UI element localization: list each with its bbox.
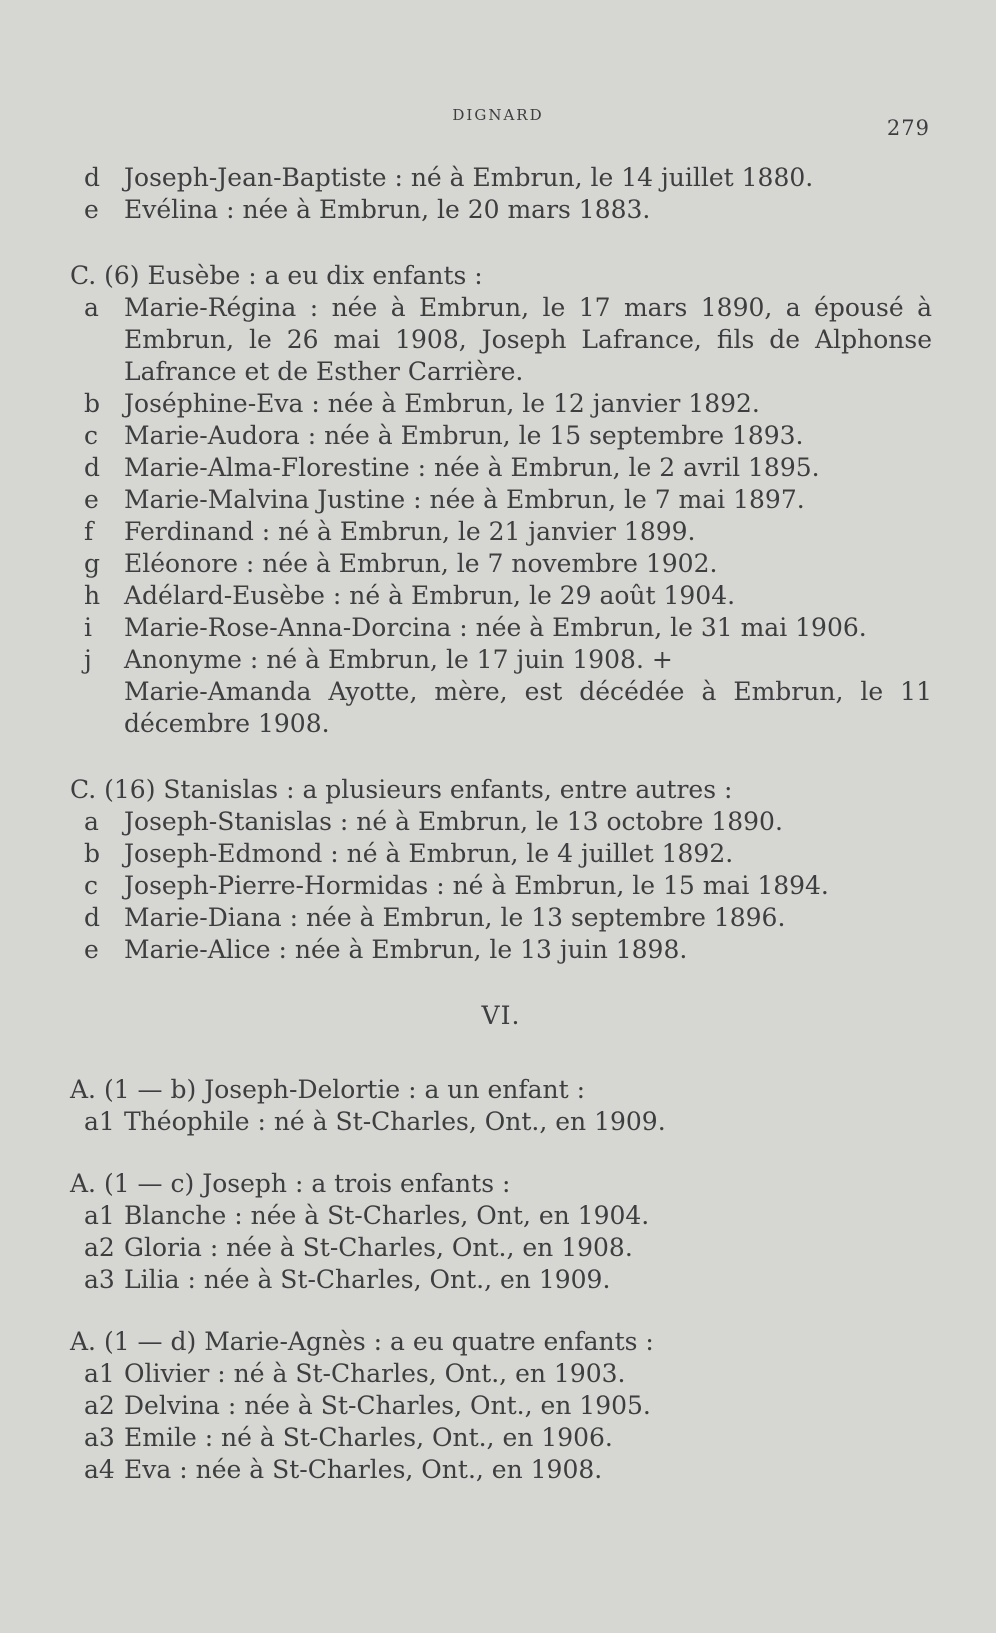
running-head: DIGNARD (452, 106, 544, 124)
section-heading: A. (1 — b) Joseph-Delortie : a un enfant : (70, 1075, 586, 1104)
entry-letter: b (84, 839, 101, 868)
entry-letter: a4 (84, 1455, 115, 1484)
list-item (70, 1200, 932, 1232)
death-note: Marie-Amanda Ayotte, mère, est décédée à Embrun, le 11 décembre 1908. (124, 677, 932, 738)
section-delortie (70, 1074, 932, 1138)
section-agnes (70, 1326, 932, 1486)
list-item (70, 806, 932, 838)
entry-text: Marie-Régina : née à Embrun, le 17 mars 1890, a épousé à Embrun, le 26 mai 1908, Joseph Lafrance, fils de Alphonse Lafrance et de Esther Carrière. (124, 293, 932, 386)
section-stanislas (70, 774, 932, 966)
entry-text: Marie-Malvina Justine : née à Embrun, le 7 mai 1897. (124, 485, 805, 514)
entry-letter: e (84, 485, 99, 514)
entry-text: Joseph-Jean-Baptiste : né à Embrun, le 14 juillet 1880. (124, 163, 814, 192)
entry-text: Adélard-Eusèbe : né à Embrun, le 29 août 1904. (124, 581, 736, 610)
entry-letter: a2 (84, 1233, 115, 1262)
entry-text: Joseph-Stanislas : né à Embrun, le 13 octobre 1890. (124, 807, 783, 836)
entry-text: Anonyme : né à Embrun, le 17 juin 1908. + (124, 645, 673, 674)
list-item (70, 1454, 932, 1486)
entry-text: Olivier : né à St-Charles, Ont., en 1903. (124, 1359, 626, 1388)
list-item (70, 644, 932, 676)
entry-text: Joseph-Pierre-Hormidas : né à Embrun, le 15 mai 1894. (124, 871, 829, 900)
section-heading: A. (1 — d) Marie-Agnès : a eu quatre enfants : (70, 1327, 654, 1356)
list-item (70, 1232, 932, 1264)
entry-letter: a1 (84, 1359, 115, 1388)
continuation-list (70, 162, 932, 226)
entry-letter: b (84, 389, 101, 418)
list-item (70, 1358, 932, 1390)
list-item (70, 1390, 932, 1422)
list-item (70, 1422, 932, 1454)
entry-letter: a (84, 293, 99, 322)
entry-letter: e (84, 195, 99, 224)
entry-letter: a3 (84, 1423, 115, 1452)
entry-letter: a1 (84, 1201, 115, 1230)
entry-text: Delvina : née à St-Charles, Ont., en 1905. (124, 1391, 651, 1420)
list-item (70, 870, 932, 902)
entry-letter: a (84, 807, 99, 836)
entry-letter: d (84, 903, 101, 932)
list-item (70, 292, 932, 388)
list-item (70, 194, 932, 226)
entry-text: Marie-Audora : née à Embrun, le 15 septembre 1893. (124, 421, 804, 450)
entry-letter: f (84, 517, 94, 546)
list-item (70, 1106, 932, 1138)
list-item (70, 838, 932, 870)
list-item (70, 162, 932, 194)
section-joseph (70, 1168, 932, 1296)
page-content (70, 162, 932, 1516)
list-item (70, 452, 932, 484)
entry-letter: h (84, 581, 101, 610)
section-heading: C. (16) Stanislas : a plusieurs enfants, entre autres : (70, 775, 733, 804)
list-item (70, 420, 932, 452)
entry-text: Joseph-Edmond : né à Embrun, le 4 juillet 1892. (124, 839, 734, 868)
entry-text: Evélina : née à Embrun, le 20 mars 1883. (124, 195, 651, 224)
entry-letter: d (84, 453, 101, 482)
section-heading: C. (6) Eusèbe : a eu dix enfants : (70, 261, 483, 290)
entry-text: Marie-Rose-Anna-Dorcina : née à Embrun, le 31 mai 1906. (124, 613, 867, 642)
entry-text: Gloria : née à St-Charles, Ont., en 1908. (124, 1233, 633, 1262)
entry-letter: i (84, 613, 92, 642)
list-item (70, 484, 932, 516)
list-item (70, 548, 932, 580)
entry-text: Eléonore : née à Embrun, le 7 novembre 1902. (124, 549, 718, 578)
list-item (70, 1264, 932, 1296)
entry-letter: a3 (84, 1265, 115, 1294)
generation-heading: VI. (481, 1001, 521, 1030)
entry-text: Eva : née à St-Charles, Ont., en 1908. (124, 1455, 603, 1484)
entry-text: Blanche : née à St-Charles, Ont, en 1904. (124, 1201, 650, 1230)
entry-text: Joséphine-Eva : née à Embrun, le 12 janvier 1892. (124, 389, 760, 418)
list-item (70, 516, 932, 548)
section-eusebe (70, 260, 932, 740)
list-item (70, 934, 932, 966)
entry-text: Lilia : née à St-Charles, Ont., en 1909. (124, 1265, 611, 1294)
list-item (70, 580, 932, 612)
entry-text: Marie-Alma-Florestine : née à Embrun, le 2 avril 1895. (124, 453, 820, 482)
entry-text: Marie-Diana : née à Embrun, le 13 septembre 1896. (124, 903, 786, 932)
entry-text: Emile : né à St-Charles, Ont., en 1906. (124, 1423, 613, 1452)
entry-letter: e (84, 935, 99, 964)
entry-letter: d (84, 163, 101, 192)
list-item (70, 902, 932, 934)
entry-letter: j (84, 645, 92, 674)
entry-letter: g (84, 549, 101, 578)
section-heading: A. (1 — c) Joseph : a trois enfants : (70, 1169, 511, 1198)
entry-letter: c (84, 871, 99, 900)
entry-letter: a1 (84, 1107, 115, 1136)
entry-text: Ferdinand : né à Embrun, le 21 janvier 1899. (124, 517, 696, 546)
entry-text: Marie-Alice : née à Embrun, le 13 juin 1898. (124, 935, 688, 964)
list-item (70, 612, 932, 644)
entry-text: Théophile : né à St-Charles, Ont., en 1909. (124, 1107, 666, 1136)
page-number: 279 (886, 116, 930, 140)
entry-letter: c (84, 421, 99, 450)
list-item (70, 388, 932, 420)
entry-letter: a2 (84, 1391, 115, 1420)
